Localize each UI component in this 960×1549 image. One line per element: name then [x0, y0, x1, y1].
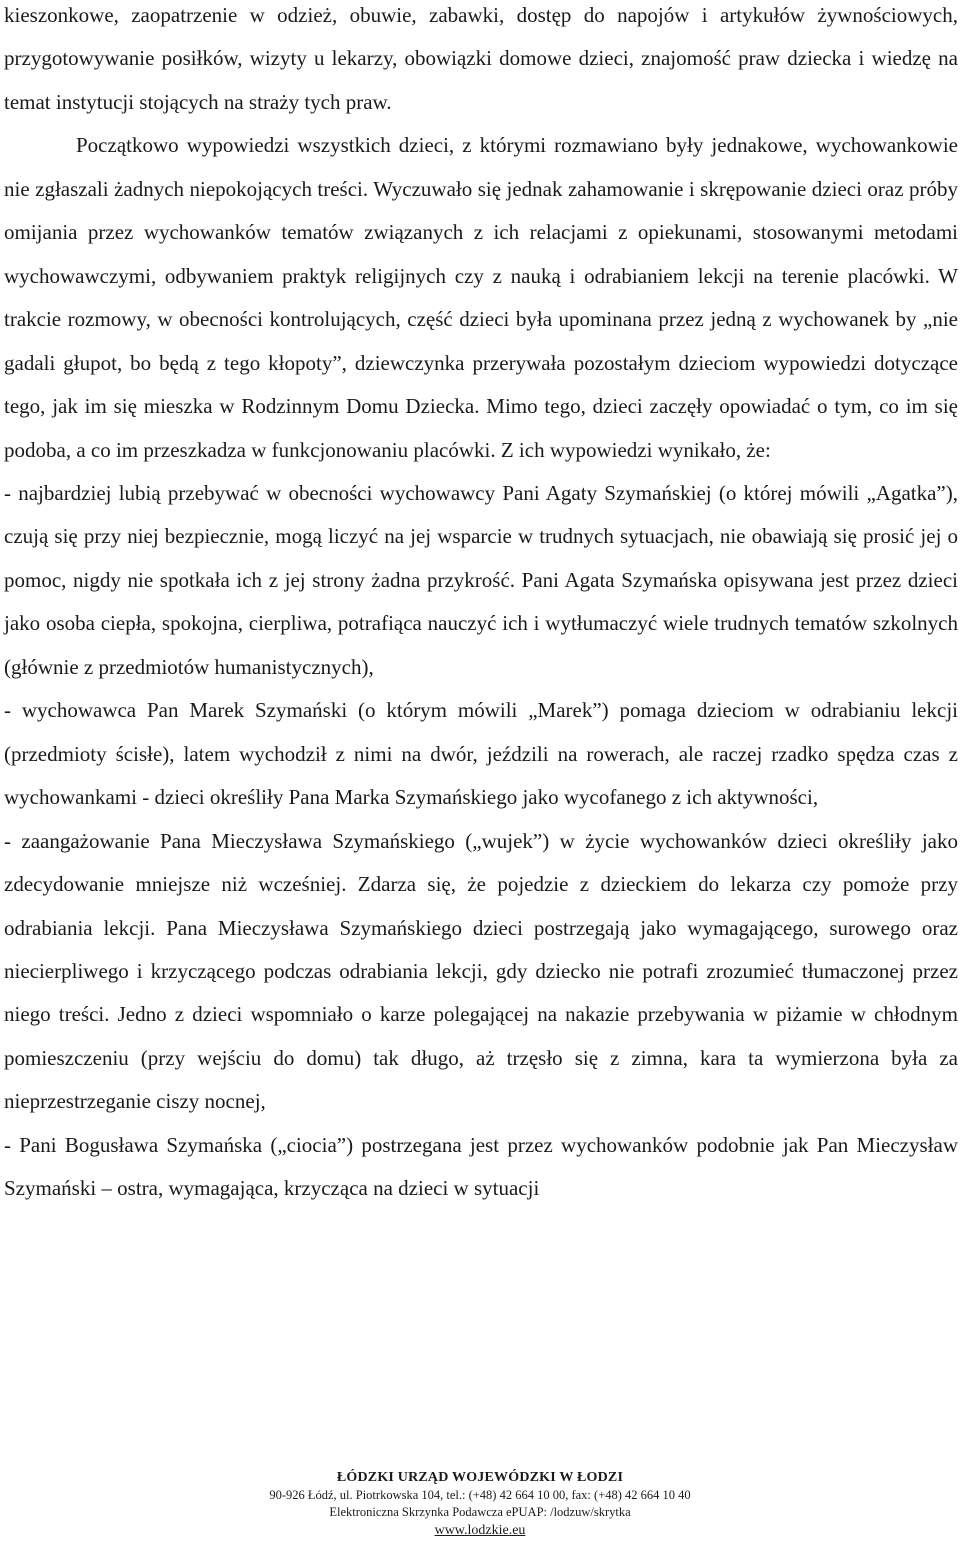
footer-organization: ŁÓDZKI URZĄD WOJEWÓDZKI W ŁODZI	[336, 1470, 624, 1485]
footer-epuap: Elektroniczna Skrzynka Podawcza ePUAP: /lodzuw/skrytka	[329, 1505, 631, 1519]
paragraph: Początkowo wypowiedzi wszystkich dzieci, z którymi rozmawiano były jednakowe, wychowankowie nie zgłaszali żadnych niepokojących treści. Wyczuwało się jednak zahamowanie i skrępowanie dzieci oraz próby omijania przez wychowanków tematów związanych z ich relacjami z opiekunami, stosowanymi metodami wychowawczymi, odbywaniem praktyk religijnych czy z nauką i odrabianiem lekcji na terenie placówki. W trakcie rozmowy, w obecności kontrolujących, część dzieci była upominana przez jedną z wychowanek by „nie gadali głupot, bo będą z tego kłopoty”, dziewczynka przerywała pozostałym dzieciom wypowiedzi dotyczące tego, jak im się mieszka w Rodzinnym Domu Dziecka. Mimo tego, dzieci zaczęły opowiadać o tym, co im się podoba, a co im przeszkadza w funkcjonowaniu placówki. Z ich wypowiedzi wynikało, że:	[4, 133, 958, 462]
list-item: - najbardziej lubią przebywać w obecności wychowawcy Pani Agaty Szymańskiej (o której mówili „Agatka”), czują się przy niej bezpiecznie, mogą liczyć na jej wsparcie w trudnych sytuacjach, nie obawiają się prosić jej o pomoc, nigdy nie spotkała ich z jej strony żadna przykrość. Pani Agata Szymańska opisywana jest przez dzieci jako osoba ciepła, spokojna, cierpliwa, potrafiąca nauczyć ich i wytłumaczyć wiele trudnych tematów szkolnych (głównie z przedmiotów humanistycznych),	[4, 480, 958, 679]
page-footer	[0, 1468, 960, 1540]
footer-website-link[interactable]: www.lodzkie.eu	[434, 1523, 526, 1538]
footer-address: 90-926 Łódź, ul. Piotrkowska 104, tel.: (+48) 42 664 10 00, fax: (+48) 42 664 10 40	[269, 1488, 691, 1502]
document-body	[4, 0, 958, 1211]
list-item: - Pani Bogusława Szymańska („ciocia”) postrzegana jest przez wychowanków podobnie jak Pan Mieczysław Szymański – ostra, wymagająca, krzycząca na dzieci w sytuacji	[4, 1132, 958, 1201]
list-item: - wychowawca Pan Marek Szymański (o którym mówili „Marek”) pomaga dzieciom w odrabianiu lekcji (przedmioty ścisłe), latem wychodził z nimi na dwór, jeździli na rowerach, ale raczej rzadko spędza czas z wychowankami - dzieci określiły Pana Marka Szymańskiego jako wycofanego z ich aktywności,	[4, 698, 958, 810]
paragraph: kieszonkowe, zaopatrzenie w odzież, obuwie, zabawki, dostęp do napojów i artykułów żywnościowych, przygotowywanie posiłków, wizyty u lekarzy, obowiązki domowe dzieci, znajomość praw dziecka i wiedzę na temat instytucji stojących na straży tych praw.	[4, 3, 958, 114]
list-item: - zaangażowanie Pana Mieczysława Szymańskiego („wujek”) w życie wychowanków dzieci określiły jako zdecydowanie mniejsze niż wcześniej. Zdarza się, że pojedzie z dzieckiem do lekarza czy pomoże przy odrabiania lekcji. Pana Mieczysława Szymańskiego dzieci postrzegają jako wymagającego, surowego oraz niecierpliwego i krzyczącego podczas odrabiania lekcji, gdy dziecko nie potrafi zrozumieć tłumaczonej przez niego treści. Jedno z dzieci wspomniało o karze polegającej na nakazie przebywania w piżamie w chłodnym pomieszczeniu (przy wejściu do domu) tak długo, aż trzęsło się z zimna, kara ta wymierzona była za nieprzestrzeganie ciszy nocnej,	[4, 828, 958, 1114]
